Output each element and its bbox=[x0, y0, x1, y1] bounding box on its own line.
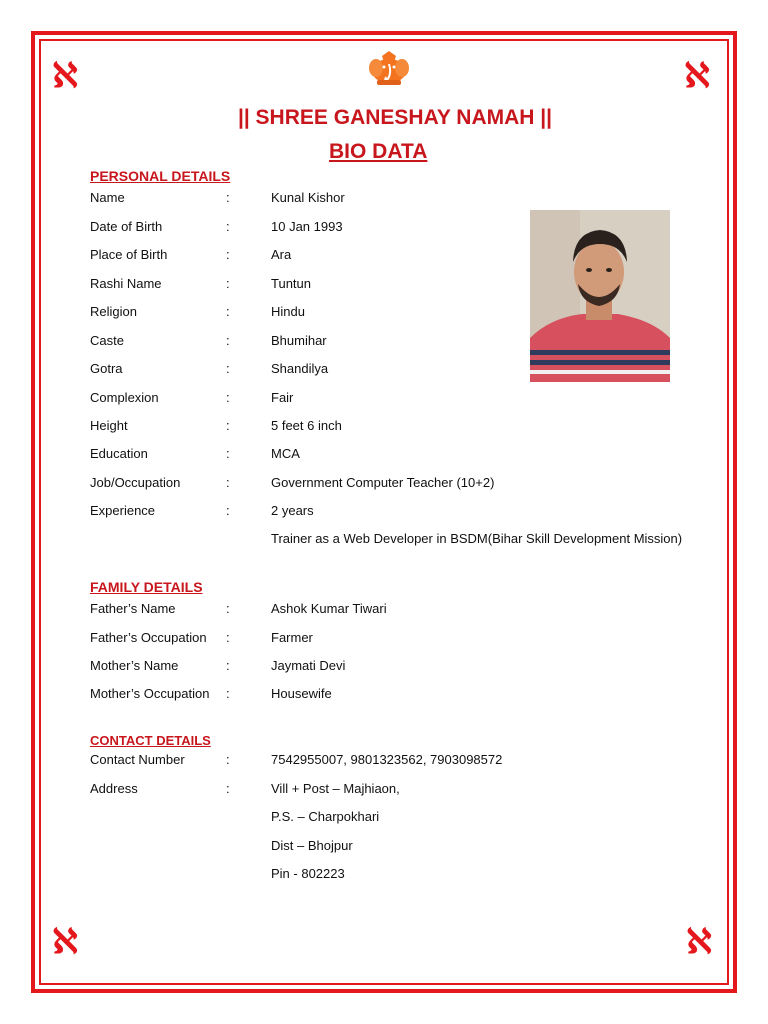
field-colon: : bbox=[226, 781, 230, 796]
field-colon: : bbox=[226, 446, 230, 461]
personal-details-heading: PERSONAL DETAILS bbox=[90, 168, 231, 184]
field-label: Contact Number bbox=[90, 752, 185, 767]
field-label: Experience bbox=[90, 503, 156, 518]
field-value: Jaymati Devi bbox=[271, 658, 346, 673]
corner-ornament-icon: ℵ bbox=[684, 56, 710, 96]
field-label: Father’s Name bbox=[90, 601, 176, 616]
field-label: Height bbox=[90, 418, 128, 433]
field-value: Vill + Post – Majhiaon, bbox=[271, 781, 400, 796]
field-value: Bhumihar bbox=[271, 333, 327, 348]
field-colon: : bbox=[226, 601, 230, 616]
field-value: Ara bbox=[271, 247, 292, 262]
field-value: Pin - 802223 bbox=[271, 866, 345, 881]
field-value: Tuntun bbox=[271, 276, 311, 291]
page-title: || SHREE GANESHAY NAMAH || bbox=[237, 106, 553, 129]
field-value: MCA bbox=[271, 446, 300, 461]
field-colon: : bbox=[226, 190, 230, 205]
field-label: Mother’s Occupation bbox=[90, 686, 210, 701]
field-label: Address bbox=[90, 781, 138, 796]
field-colon: : bbox=[226, 304, 230, 319]
page-subtitle: BIO DATA bbox=[329, 140, 428, 163]
corner-ornament-icon: ℵ bbox=[686, 922, 712, 962]
field-label: Rashi Name bbox=[90, 276, 162, 291]
field-value: Hindu bbox=[271, 304, 305, 319]
field-value: Housewife bbox=[271, 686, 332, 701]
field-colon: : bbox=[226, 630, 230, 645]
field-value: 7542955007, 9801323562, 7903098572 bbox=[271, 752, 503, 767]
field-colon: : bbox=[226, 276, 230, 291]
field-colon: : bbox=[226, 686, 230, 701]
field-colon: : bbox=[226, 418, 230, 433]
field-colon: : bbox=[226, 475, 230, 490]
field-colon: : bbox=[226, 361, 230, 376]
corner-ornament-icon: ℵ bbox=[52, 922, 78, 962]
field-value: Trainer as a Web Developer in BSDM(Bihar Skill Development Mission) bbox=[271, 531, 683, 546]
field-colon: : bbox=[226, 752, 230, 767]
field-label: Date of Birth bbox=[90, 219, 163, 234]
field-label: Education bbox=[90, 446, 148, 461]
field-colon: : bbox=[226, 333, 230, 348]
family-details-heading: FAMILY DETAILS bbox=[90, 579, 203, 595]
field-label: Place of Birth bbox=[90, 247, 168, 262]
field-label: Religion bbox=[90, 304, 137, 319]
ganesha-icon bbox=[368, 50, 410, 86]
field-value: 5 feet 6 inch bbox=[271, 418, 342, 433]
field-value: Government Computer Teacher (10+2) bbox=[271, 475, 495, 490]
contact-details-heading: CONTACT DETAILS bbox=[90, 733, 211, 748]
field-colon: : bbox=[226, 503, 230, 518]
field-value: Farmer bbox=[271, 630, 313, 645]
field-label: Gotra bbox=[90, 361, 123, 376]
profile-photo bbox=[530, 210, 670, 382]
field-value: Shandilya bbox=[271, 361, 329, 376]
field-colon: : bbox=[226, 219, 230, 234]
field-label: Caste bbox=[90, 333, 124, 348]
field-value: Fair bbox=[271, 390, 294, 405]
field-label: Mother’s Name bbox=[90, 658, 179, 673]
field-label: Job/Occupation bbox=[90, 475, 181, 490]
field-value: 10 Jan 1993 bbox=[271, 219, 343, 234]
field-value: Ashok Kumar Tiwari bbox=[271, 601, 387, 616]
field-value: P.S. – Charpokhari bbox=[271, 809, 380, 824]
field-colon: : bbox=[226, 390, 230, 405]
field-label: Complexion bbox=[90, 390, 159, 405]
field-value: Kunal Kishor bbox=[271, 190, 345, 205]
field-value: 2 years bbox=[271, 503, 314, 518]
field-label: Father’s Occupation bbox=[90, 630, 207, 645]
corner-ornament-icon: ℵ bbox=[52, 56, 78, 96]
field-label: Name bbox=[90, 190, 125, 205]
field-value: Dist – Bhojpur bbox=[271, 838, 353, 853]
field-colon: : bbox=[226, 247, 230, 262]
field-colon: : bbox=[226, 658, 230, 673]
